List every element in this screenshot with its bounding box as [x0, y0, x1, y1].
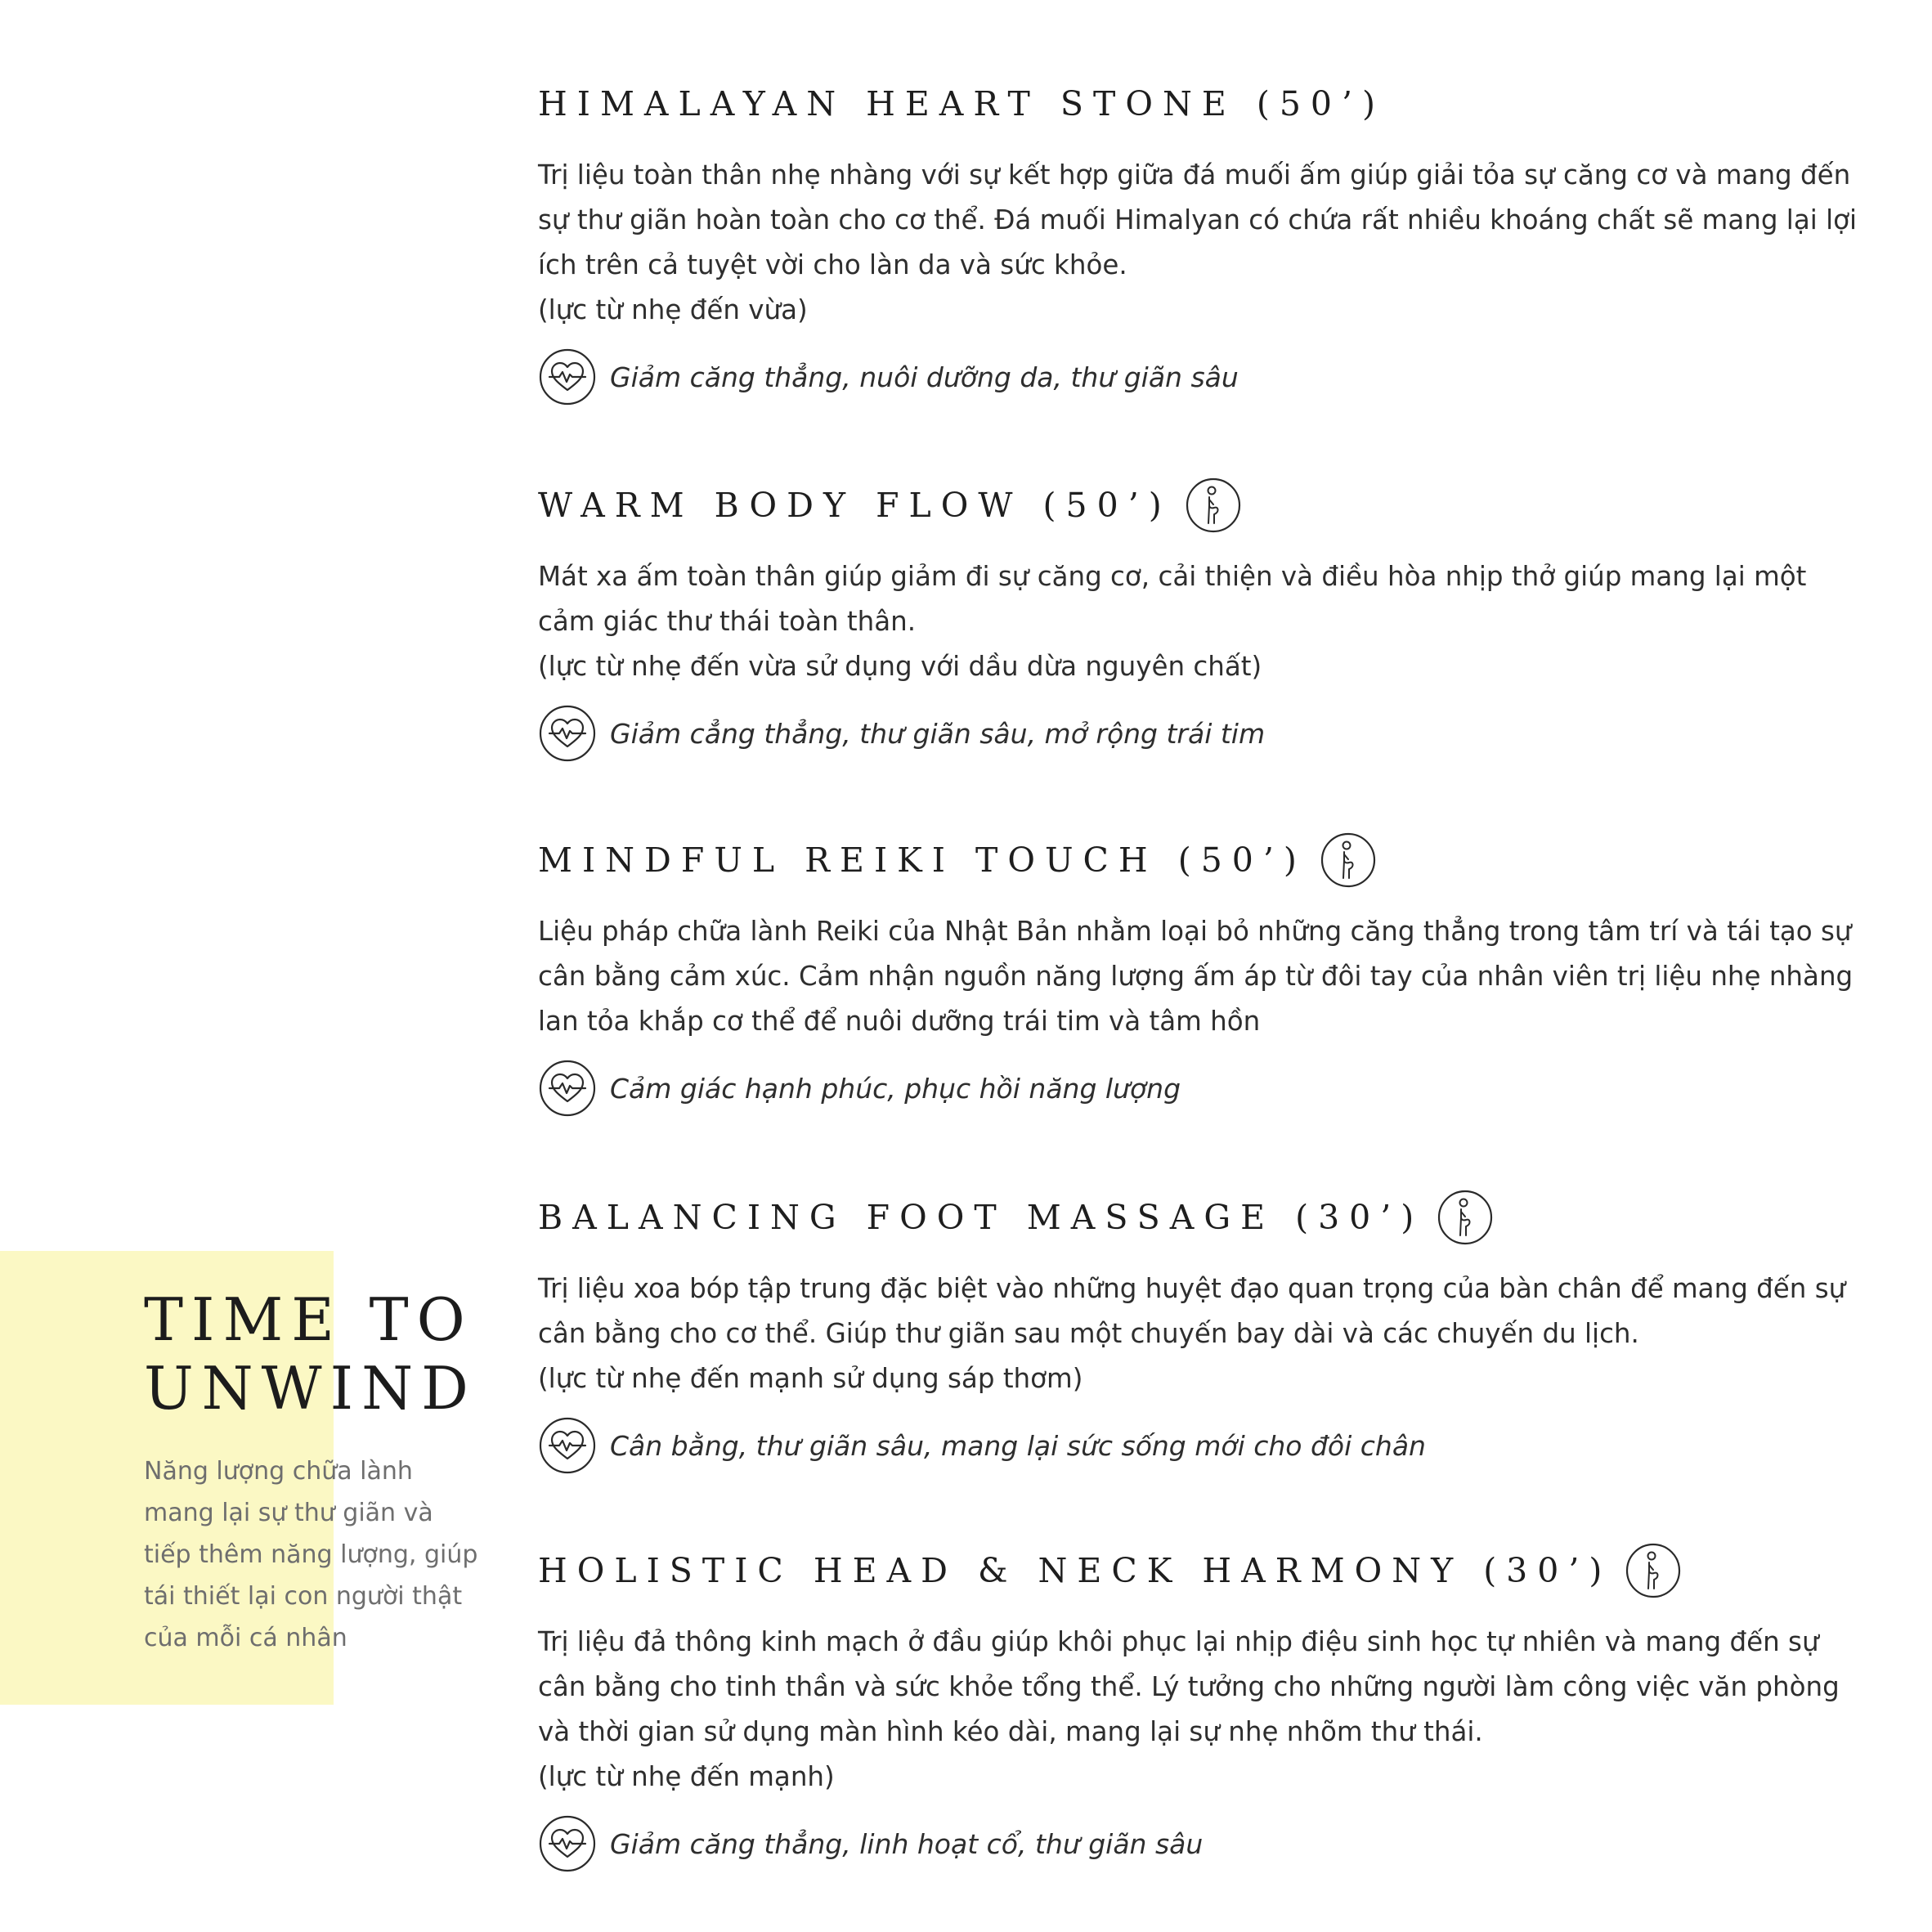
section-title — [144, 1285, 477, 1423]
treatment-description-block — [538, 554, 1863, 689]
treatment-himalayan-heart-stone — [538, 73, 1863, 408]
treatment-balancing-foot-massage — [538, 1186, 1863, 1477]
pregnant-woman-icon — [1185, 477, 1242, 534]
treatment-description: Trị liệu đả thông kinh mạch ở đầu giúp khôi phục lại nhịp điệu sinh học tự nhiên và mang đến sự cân bằng cho tinh thần và sức khỏe tổng thể. Lý tưởng cho những người làm công việc văn phòng và thời gian sử dụng màn hình kéo dài, mang lại sự nhẹ nhõm thư thái. — [538, 1626, 1840, 1747]
heart-pulse-icon — [538, 347, 597, 406]
treatment-benefit-text: Cảm giác hạnh phúc, phục hồi năng lượng — [610, 1072, 1181, 1105]
treatment-title: HIMALAYAN HEART STONE (50’) — [538, 84, 1386, 123]
treatment-warm-body-flow — [538, 474, 1863, 764]
treatment-description: Liệu pháp chữa lành Reiki của Nhật Bản nhằm loại bỏ những căng thẳng trong tâm trí và tái tạo sự cân bằng cảm xúc. Cảm nhận nguồn năng lượng ấm áp từ đôi tay của nhân viên trị liệu nhẹ nhàng lan tỏa khắp cơ thể để nuôi dưỡng trái tim và tâm hồn — [538, 916, 1854, 1037]
heart-pulse-icon — [538, 1059, 597, 1118]
section-title-line-1: TIME TO — [144, 1285, 473, 1354]
treatment-benefit-text: Cân bằng, thư giãn sâu, mang lại sức sống mới cho đôi chân — [610, 1429, 1426, 1462]
treatment-benefit — [538, 1057, 1863, 1119]
pregnant-woman-icon — [1437, 1189, 1494, 1246]
treatment-benefit-text: Giảm căng thẳng, linh hoạt cổ, thư giãn sâu — [610, 1827, 1204, 1860]
pregnant-woman-icon — [1625, 1542, 1682, 1599]
treatment-title: BALANCING FOOT MASSAGE (30’) — [538, 1198, 1424, 1237]
heart-pulse-icon — [538, 704, 597, 763]
treatment-description-block — [538, 909, 1863, 1044]
treatment-benefit — [538, 1414, 1863, 1477]
treatment-benefit-text: Giảm cẳng thẳng, thư giãn sâu, mở rộng trái tim — [610, 717, 1266, 750]
treatment-description-block — [538, 1266, 1863, 1401]
treatment-mindful-reiki-touch — [538, 829, 1863, 1119]
heart-pulse-icon — [538, 1814, 597, 1873]
treatment-description: Mát xa ấm toàn thân giúp giảm đi sự căng cơ, cải thiện và điều hòa nhịp thở giúp mang lại một cảm giác thư thái toàn thân. — [538, 561, 1807, 637]
treatment-pressure: (lực từ nhẹ đến mạnh) — [538, 1761, 835, 1792]
treatment-description-block — [538, 153, 1863, 333]
treatment-description-block — [538, 1620, 1863, 1800]
treatment-pressure: (lực từ nhẹ đến vừa sử dụng với dầu dừa nguyên chất) — [538, 651, 1262, 682]
treatment-title: MINDFUL REIKI TOUCH (50’) — [538, 840, 1307, 880]
treatment-description: Trị liệu toàn thân nhẹ nhàng với sự kết hợp giữa đá muối ấm giúp giải tỏa sự căng cơ và mang đến sự thư giãn hoàn toàn cho cơ thể. Đá muối Himalyan có chứa rất nhiều khoáng chất sẽ mang lại lợi ích trên cả tuyệt vời cho làn da và sức khỏe. — [538, 159, 1858, 280]
treatment-header — [538, 829, 1863, 891]
pregnant-woman-icon — [1320, 832, 1377, 889]
treatment-benefit — [538, 702, 1863, 764]
treatment-holistic-head-neck-harmony — [538, 1540, 1863, 1875]
heart-pulse-icon — [538, 1416, 597, 1475]
treatment-title: WARM BODY FLOW (50’) — [538, 486, 1172, 525]
treatment-title: HOLISTIC HEAD & NECK HARMONY (30’) — [538, 1551, 1612, 1590]
treatment-header — [538, 474, 1863, 536]
treatment-benefit — [538, 346, 1863, 408]
treatment-benefit-text: Giảm căng thẳng, nuôi dưỡng da, thư giãn sâu — [610, 361, 1239, 393]
treatment-benefit — [538, 1813, 1863, 1875]
treatment-pressure: (lực từ nhẹ đến mạnh sử dụng sáp thơm) — [538, 1363, 1083, 1394]
section-title-line-2: UNWIND — [144, 1354, 477, 1423]
treatment-pressure: (lực từ nhẹ đến vừa) — [538, 294, 808, 325]
section-description: Năng lượng chữa lành mang lại sự thư giãn và tiếp thêm năng lượng, giúp tái thiết lại con người thật của mỗi cá nhân — [144, 1457, 478, 1652]
treatment-description: Trị liệu xoa bóp tập trung đặc biệt vào những huyệt đạo quan trọng của bàn chân để mang đến sự cân bằng cho cơ thể. Giúp thư giãn sau một chuyến bay dài và các chuyến du lịch. — [538, 1273, 1846, 1349]
treatment-header — [538, 1540, 1863, 1602]
treatment-header — [538, 1186, 1863, 1248]
treatment-header — [538, 73, 1863, 135]
